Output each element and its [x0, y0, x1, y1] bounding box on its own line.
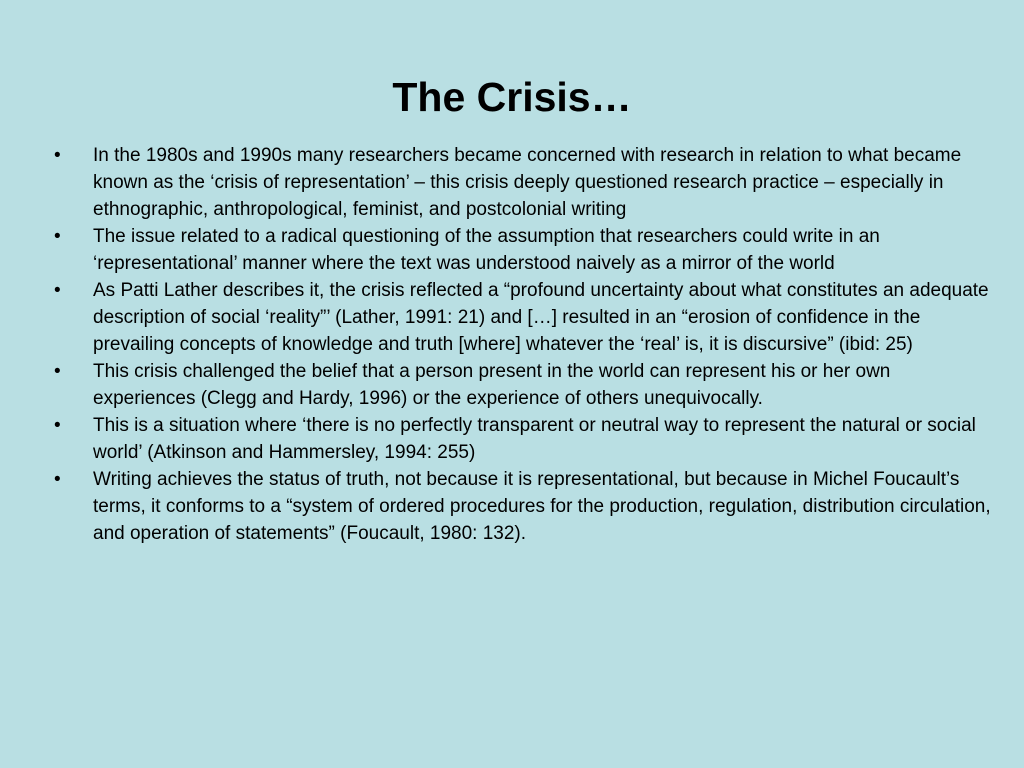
bullet-icon: • [54, 469, 61, 490]
bullet-icon: • [54, 226, 61, 247]
bullet-item [54, 358, 994, 412]
bullet-text: The issue related to a radical questioning of the assumption that researchers could write in an ‘representational’ manner where the text was understood naively as a mirror of the world [93, 226, 880, 274]
bullet-text: Writing achieves the status of truth, not because it is representational, but because in Michel Foucault’s terms, it conforms to a “system of ordered procedures for the production, regulation, distribution circulation, and operation of statements” (Foucault, 1980: 132). [93, 469, 991, 544]
bullet-text: This is a situation where ‘there is no perfectly transparent or neutral way to represent the natural or social world’ (Atkinson and Hammersley, 1994: 255) [93, 415, 976, 463]
bullet-item [54, 142, 994, 223]
bullet-icon: • [54, 280, 61, 301]
bullet-text: In the 1980s and 1990s many researchers became concerned with research in relation to what became known as the ‘crisis of representation’ – this crisis deeply questioned research practice – especially in ethnographic, anthropological, feminist, and postcolonial writing [93, 145, 962, 220]
bullet-list [54, 142, 994, 547]
bullet-item [54, 466, 994, 547]
bullet-icon: • [54, 145, 61, 166]
bullet-item [54, 223, 994, 277]
bullet-icon: • [54, 361, 61, 382]
bullet-item [54, 412, 994, 466]
bullet-icon: • [54, 415, 61, 436]
bullet-text: This crisis challenged the belief that a person present in the world can represent his or her own experiences (Clegg and Hardy, 1996) or the experience of others unequivocally. [93, 361, 891, 409]
bullet-item [54, 277, 994, 358]
bullet-text: As Patti Lather describes it, the crisis reflected a “profound uncertainty about what constitutes an adequate description of social ‘reality”’ (Lather, 1991: 21) and […] resulted in an “erosion of confidence in the prevailing concepts of knowledge and truth [where] whatever the ‘real’ is, it is discursive” (ibid: 25) [93, 280, 989, 355]
slide-title: The Crisis… [392, 74, 632, 120]
